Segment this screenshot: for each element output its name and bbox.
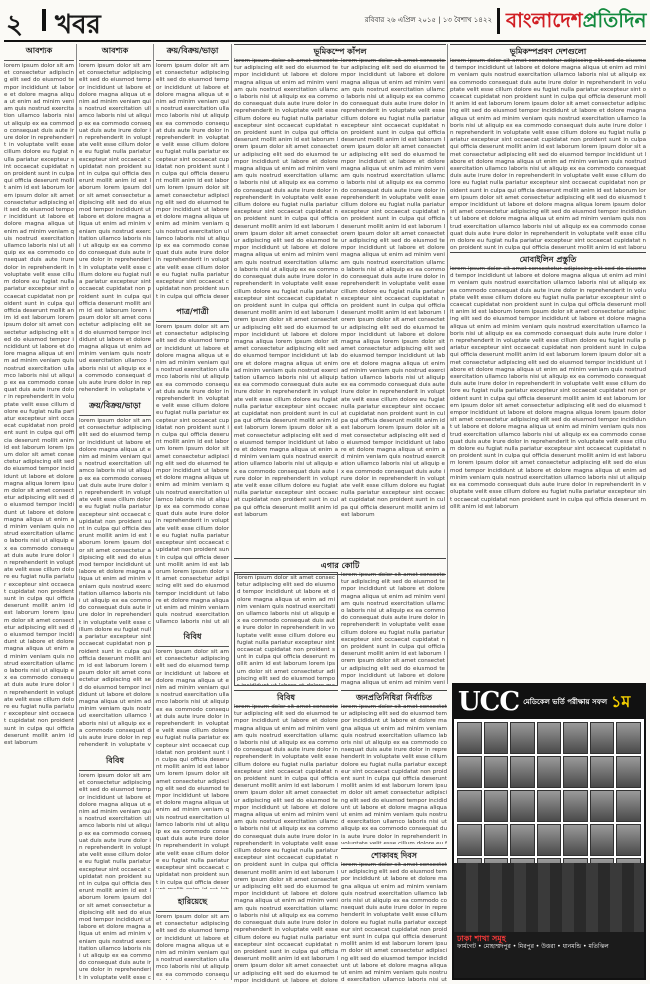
ad-footer-heading: ঢাকা শাখা সমূহ xyxy=(457,934,506,943)
classified-column-3 xyxy=(156,44,229,980)
classified-text xyxy=(79,418,151,748)
student-photo xyxy=(563,756,588,788)
student-photo xyxy=(510,756,535,788)
student-photo xyxy=(616,824,641,856)
column-divider xyxy=(231,44,232,980)
classified-text xyxy=(4,63,74,747)
classified-text xyxy=(156,914,229,980)
student-photo xyxy=(484,790,509,822)
column-heading: বিবিধ xyxy=(156,630,229,647)
student-photo xyxy=(563,790,588,822)
student-photo xyxy=(457,790,482,822)
column-heading: বিবিধ xyxy=(79,754,151,771)
student-photo xyxy=(590,790,615,822)
student-photo xyxy=(484,824,509,856)
article-headline: জনপ্রতিনিধিরা নির্বাচিত xyxy=(341,690,447,707)
article-body xyxy=(341,58,445,554)
student-photo xyxy=(590,722,615,754)
page-number: ২ xyxy=(6,10,23,40)
student-photo xyxy=(616,756,641,788)
student-photo xyxy=(457,756,482,788)
brand-part-1: বাংলাদেশ xyxy=(506,8,583,32)
article-headline: শোকাবহ দিবস xyxy=(341,848,447,865)
classified-text xyxy=(156,324,229,624)
ad-tagline: মেডিকেল ভর্তি পরীক্ষায় সফল xyxy=(523,697,608,706)
ad-footer xyxy=(454,932,644,978)
student-photo xyxy=(590,824,615,856)
student-photo xyxy=(457,722,482,754)
column-heading: ক্রয়/বিক্রয়/ভাড়া xyxy=(79,399,151,416)
student-photo xyxy=(537,756,562,788)
student-photo xyxy=(563,722,588,754)
issue-date: রবিবার ২৬ এপ্রিল ২০১৫ | ১৩ বৈশাখ ১৪২২ xyxy=(364,16,492,24)
article-body xyxy=(234,58,338,554)
column-divider xyxy=(447,44,448,684)
newspaper-logo xyxy=(506,6,646,39)
student-photo xyxy=(510,722,535,754)
article-body xyxy=(450,266,646,680)
classified-column-1 xyxy=(4,44,74,980)
student-photo xyxy=(616,722,641,754)
article-body xyxy=(341,572,445,686)
brand-part-2: প্রতিদিন xyxy=(582,8,647,32)
article-headline: মোবাইলিন প্রস্তুতি xyxy=(450,252,646,269)
header-divider xyxy=(42,9,46,31)
article-headline: ভূমিকম্পপ্রবণ দেশগুলো xyxy=(450,44,646,61)
student-photo xyxy=(563,824,588,856)
student-photo xyxy=(484,756,509,788)
ad-rank: ১ম xyxy=(611,691,631,711)
ad-banner xyxy=(454,685,644,719)
article-body xyxy=(341,862,447,982)
student-photo xyxy=(510,790,535,822)
student-photo xyxy=(510,824,535,856)
column-heading: আবশ্যক xyxy=(4,44,74,61)
student-photo xyxy=(457,824,482,856)
student-photo xyxy=(616,790,641,822)
student-photo xyxy=(537,790,562,822)
column-divider xyxy=(153,44,154,980)
article-headline: বিবিধ xyxy=(234,690,338,707)
brand-divider xyxy=(497,8,500,34)
classified-column-2 xyxy=(79,44,151,980)
student-photo xyxy=(590,756,615,788)
article-headline: ভূমিকম্পে কাঁপল xyxy=(234,44,446,61)
column-heading: হারিয়েছে xyxy=(156,895,229,912)
student-photo xyxy=(537,722,562,754)
article-body xyxy=(450,58,646,250)
student-photo xyxy=(484,722,509,754)
classified-text xyxy=(156,63,229,299)
article-body xyxy=(341,704,447,844)
student-photo xyxy=(537,824,562,856)
ad-branch-band xyxy=(454,863,644,933)
ad-footer-text: ফার্মগেট • মোহাম্মদপুর • মিরপুর • উত্তরা • ধানমন্ডি • মতিঝিল xyxy=(457,943,609,950)
classified-text xyxy=(79,773,151,980)
news-brief xyxy=(234,572,338,686)
column-divider xyxy=(76,44,77,980)
article-body xyxy=(234,704,338,984)
classified-text xyxy=(79,63,151,393)
ucc-advertisement[interactable] xyxy=(452,683,646,980)
column-heading: পাত্র/পাত্রী xyxy=(156,305,229,322)
page-header xyxy=(0,0,650,40)
classified-text xyxy=(156,649,229,889)
article-headline: এগার কোটি xyxy=(234,558,446,575)
section-title: খবর xyxy=(55,10,101,40)
column-heading: আবশ্যক xyxy=(79,44,151,61)
column-heading: ক্রয়/বিক্রয়/ভাড়া xyxy=(156,44,229,61)
header-rule xyxy=(4,40,646,42)
ucc-logo: UCC xyxy=(458,687,520,717)
